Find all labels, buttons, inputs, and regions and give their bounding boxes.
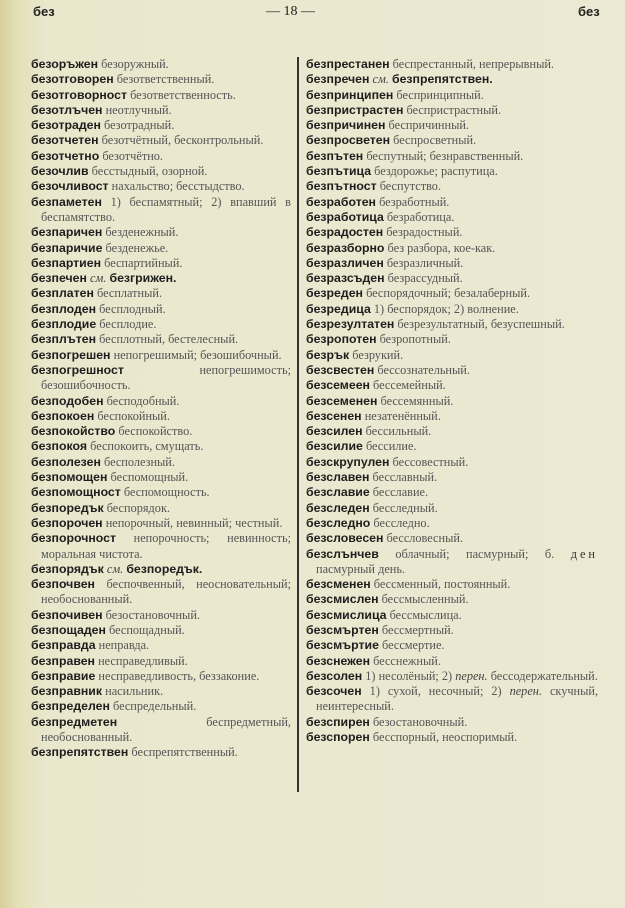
- dictionary-entry: [31, 317, 291, 332]
- translation: насильник.: [105, 684, 164, 699]
- translation: беспорядочный; безалаберный.: [366, 286, 531, 301]
- dictionary-entry: [31, 455, 291, 470]
- translation: безразличный.: [386, 255, 464, 270]
- headword: безплоден: [31, 301, 97, 316]
- dictionary-entry: [306, 149, 598, 164]
- dictionary-entry: [31, 485, 291, 500]
- dictionary-entry: [31, 149, 291, 164]
- dictionary-entry: [31, 271, 291, 286]
- cross-reference: безпоредък.: [126, 561, 203, 576]
- usage-label: перен.: [455, 668, 488, 683]
- translation: бессознательный.: [377, 362, 470, 377]
- headword: безсочен: [306, 684, 362, 699]
- headword: безпречен: [306, 72, 370, 87]
- dictionary-entry: [31, 516, 291, 531]
- dictionary-entry: [31, 669, 291, 684]
- translation: пасмурный день.: [316, 561, 406, 576]
- headword: безпогрешен: [31, 347, 111, 362]
- translation: бесследно.: [373, 515, 430, 530]
- headword: безследно: [306, 515, 371, 530]
- headword: безпристрастен: [306, 102, 404, 117]
- dictionary-entry: [31, 225, 291, 240]
- dictionary-entry: [306, 684, 598, 715]
- dictionary-entry: [306, 394, 598, 409]
- translation: бессловесный.: [386, 531, 464, 546]
- translation: бессмертный.: [381, 622, 454, 637]
- translation: безотчётно.: [102, 148, 163, 163]
- headword: безславие: [306, 485, 370, 500]
- dictionary-entry: [31, 133, 291, 148]
- translation: бесстыдный, озорной.: [91, 164, 208, 179]
- translation: бессменный, постоянный.: [373, 577, 511, 592]
- translation: бесплатный.: [97, 286, 163, 301]
- headword: безработен: [306, 194, 376, 209]
- dictionary-entry: [306, 608, 598, 623]
- translation: бессмертие.: [382, 638, 445, 653]
- usage-label: см.: [90, 271, 107, 286]
- dictionary-entry: [31, 363, 291, 394]
- translation: бессемянный.: [380, 393, 454, 408]
- translation: бессилие.: [365, 439, 417, 454]
- translation: беспомощность.: [123, 485, 210, 500]
- translation: несправедливость, беззаконие.: [98, 668, 260, 683]
- translation: безрукий.: [352, 347, 404, 362]
- translation: беспросветный.: [393, 133, 477, 148]
- dictionary-entry: [306, 516, 598, 531]
- dictionary-entry: [306, 577, 598, 592]
- translation: 1) сухой, несочный; 2): [369, 684, 502, 699]
- dictionary-entry: [31, 57, 291, 72]
- translation: бессильный.: [365, 424, 432, 439]
- translation: нахальство; бесстыдство.: [111, 179, 245, 194]
- dictionary-entry: [31, 241, 291, 256]
- dictionary-entry: [31, 118, 291, 133]
- headword: безропотен: [306, 332, 377, 347]
- headword: безрък: [306, 347, 350, 362]
- headword: безпечен: [31, 271, 87, 286]
- dictionary-entry: [306, 241, 598, 256]
- headword: безотлъчен: [31, 102, 103, 117]
- running-head-right: без: [578, 4, 600, 19]
- headword: безпорочност: [31, 531, 116, 546]
- headword: безсмислен: [306, 592, 379, 607]
- translation: беспомощный.: [110, 470, 189, 485]
- headword: безпомощен: [31, 470, 108, 485]
- dictionary-entry: [306, 317, 598, 332]
- translation: ден: [570, 546, 599, 561]
- translation: бесплотный, бестелесный.: [99, 332, 239, 347]
- dictionary-entry: [31, 562, 291, 577]
- translation: бесподобный.: [106, 393, 180, 408]
- headword: безсилен: [306, 424, 363, 439]
- translation: беспокоить, смущать.: [90, 439, 204, 454]
- dictionary-entry: [306, 256, 598, 271]
- dictionary-entry: [306, 378, 598, 393]
- dictionary-entry: [306, 638, 598, 653]
- dictionary-entry: [306, 409, 598, 424]
- headword: безотговорен: [31, 72, 114, 87]
- translation: беспредметный, необоснованный.: [41, 714, 291, 745]
- headword: безочливост: [31, 179, 109, 194]
- headword: безпощаден: [31, 622, 106, 637]
- page-number: — 18 —: [266, 4, 315, 19]
- headword: безпочвен: [31, 577, 95, 592]
- translation: бездорожье; распутица.: [374, 164, 498, 179]
- dictionary-entry: [31, 409, 291, 424]
- dictionary-entry: [306, 439, 598, 454]
- headword: безсилие: [306, 439, 363, 454]
- usage-label: см.: [106, 561, 124, 576]
- translation: безработный.: [379, 194, 450, 209]
- headword: безпартиен: [31, 255, 102, 270]
- translation: безотчётный, бесконтрольный.: [101, 133, 264, 148]
- dictionary-entry: [306, 195, 598, 210]
- dictionary-entry: [306, 623, 598, 638]
- headword: безпаричен: [31, 225, 103, 240]
- translation: без разбора, кое-как.: [387, 240, 496, 255]
- headword: безпочивен: [31, 607, 103, 622]
- running-head-left: без: [33, 4, 55, 19]
- dictionary-entry: [31, 501, 291, 516]
- headword: безпаричие: [31, 240, 103, 255]
- headword: безредица: [306, 301, 371, 316]
- dictionary-entry: [31, 424, 291, 439]
- dictionary-entry: [306, 424, 598, 439]
- right-column: [306, 57, 598, 745]
- dictionary-entry: [306, 715, 598, 730]
- headword: безотчетен: [31, 133, 99, 148]
- headword: безпредметен: [31, 714, 118, 729]
- translation: бесплодие.: [99, 317, 157, 332]
- translation: бесследный.: [372, 500, 438, 515]
- headword: безправник: [31, 684, 103, 699]
- translation: безрезультатный, безуспешный.: [397, 317, 565, 332]
- translation: безденежье.: [105, 240, 169, 255]
- dictionary-entry: [31, 608, 291, 623]
- headword: безсолен: [306, 668, 363, 683]
- dictionary-entry: [306, 654, 598, 669]
- headword: безполезен: [31, 454, 101, 469]
- left-column: [31, 57, 291, 761]
- headword: безразличен: [306, 255, 384, 270]
- dictionary-entry: [31, 439, 291, 454]
- translation: беспрестанный, непрерывный.: [392, 57, 554, 71]
- translation: непорочный, невинный; честный.: [105, 515, 283, 530]
- column-divider: [297, 57, 299, 792]
- dictionary-entry: [31, 638, 291, 653]
- headword: безсмислица: [306, 607, 387, 622]
- translation: незатенённый.: [364, 408, 441, 423]
- translation: непогрешимый; безошибочный.: [113, 347, 282, 362]
- headword: безсенен: [306, 408, 362, 423]
- dictionary-entry: [306, 455, 598, 470]
- headword: безпаметен: [31, 194, 102, 209]
- dictionary-entry: [306, 302, 598, 317]
- headword: безсмъртие: [306, 638, 379, 653]
- headword: безпокойство: [31, 424, 116, 439]
- dictionary-entry: [306, 103, 598, 118]
- dictionary-entry: [31, 623, 291, 638]
- translation: беспочвенный, неосновательный; необоснованный.: [41, 577, 292, 607]
- headword: безотговорност: [31, 87, 127, 102]
- dictionary-entry: [31, 179, 291, 194]
- headword: безправда: [31, 638, 96, 653]
- dictionary-entry: [31, 164, 291, 179]
- translation: непогрешимость; безошибочность.: [41, 362, 291, 393]
- dictionary-entry: [31, 699, 291, 714]
- headword: безснежен: [306, 653, 371, 668]
- dictionary-entry: [31, 348, 291, 363]
- headword: безскрупулен: [306, 454, 390, 469]
- dictionary-entry: [306, 164, 598, 179]
- translation: беспокойство.: [118, 424, 193, 439]
- translation: беспутство.: [379, 179, 442, 194]
- translation: безропотный.: [379, 332, 451, 347]
- translation: беспринципный.: [396, 87, 484, 102]
- dictionary-entry: [306, 547, 598, 578]
- dictionary-entry: [306, 669, 598, 684]
- dictionary-entry: [306, 730, 598, 745]
- translation: бесславный.: [372, 470, 438, 485]
- headword: безподобен: [31, 393, 104, 408]
- dictionary-entry: [31, 302, 291, 317]
- translation: бессемейный.: [373, 378, 446, 393]
- headword: безслънчев: [306, 546, 379, 561]
- translation: безостановочный.: [105, 607, 200, 622]
- headword: безправен: [31, 653, 95, 668]
- translation: безденежный.: [105, 225, 179, 240]
- translation: бессмысленный.: [381, 592, 469, 607]
- headword: безпокоен: [31, 408, 95, 423]
- translation: беспощадный.: [109, 622, 185, 637]
- headword: безсвестен: [306, 362, 375, 377]
- translation: несправедливый.: [98, 653, 188, 668]
- headword: безпросветен: [306, 133, 391, 148]
- translation: бесспорный, неоспоримый.: [372, 730, 518, 745]
- dictionary-entry: [306, 210, 598, 225]
- dictionary-entry: [306, 531, 598, 546]
- headword: безпорядък: [31, 561, 104, 576]
- headword: безспирен: [306, 714, 370, 729]
- dictionary-entry: [31, 715, 291, 746]
- translation: беспредельный.: [112, 699, 197, 714]
- translation: безоружный.: [101, 57, 169, 71]
- headword: безотчетно: [31, 148, 100, 163]
- headword: безработица: [306, 209, 384, 224]
- headword: безплътен: [31, 332, 97, 347]
- dictionary-entry: [306, 133, 598, 148]
- headword: безрезултатен: [306, 317, 395, 332]
- translation: беспричинный.: [388, 118, 469, 133]
- dictionary-entry: [306, 57, 598, 72]
- translation: неправда.: [98, 638, 150, 653]
- dictionary-entry: [306, 470, 598, 485]
- translation: беспрепятственный.: [131, 745, 238, 760]
- translation: бесснежный.: [373, 653, 441, 668]
- translation: беспорядок.: [106, 500, 170, 515]
- headword: безплодие: [31, 317, 97, 332]
- translation: беспутный; безнравственный.: [366, 148, 524, 163]
- dictionary-entry: [31, 394, 291, 409]
- headword: безпоредък: [31, 500, 104, 515]
- translation: 1) несолёный; 2): [365, 668, 453, 683]
- headword: безследен: [306, 500, 370, 515]
- dictionary-entry: [306, 179, 598, 194]
- dictionary-entry: [306, 286, 598, 301]
- headword: безпорочен: [31, 515, 103, 530]
- cross-reference: безгрижен.: [109, 271, 177, 286]
- dictionary-entry: [306, 501, 598, 516]
- translation: 1) беспорядок; 2) волнение.: [373, 301, 519, 316]
- headword: безсловесен: [306, 531, 384, 546]
- translation: безрадостный.: [386, 225, 463, 240]
- dictionary-entry: [306, 348, 598, 363]
- dictionary-entry: [306, 88, 598, 103]
- headword: безреден: [306, 286, 363, 301]
- dictionary-entry: [306, 118, 598, 133]
- dictionary-entry: [31, 745, 291, 760]
- cross-reference: безпрепятствен.: [391, 72, 493, 87]
- headword: безочлив: [31, 164, 89, 179]
- headword: безправие: [31, 668, 96, 683]
- headword: безоръжен: [31, 57, 99, 71]
- dictionary-entry: [306, 225, 598, 240]
- headword: безпринципен: [306, 87, 394, 102]
- dictionary-entry: [31, 531, 291, 562]
- translation: безработица.: [386, 209, 455, 224]
- translation: беспокойный.: [97, 408, 170, 423]
- translation: безответственный.: [116, 72, 215, 87]
- dictionary-entry: [306, 271, 598, 286]
- headword: безпрепятствен: [31, 745, 129, 760]
- translation: скучный, неинтересный.: [316, 684, 599, 714]
- dictionary-entry: [31, 88, 291, 103]
- translation: бесполезный.: [103, 454, 175, 469]
- translation: облачный; пасмурный; б.: [395, 546, 555, 561]
- dictionary-entry: [31, 286, 291, 301]
- headword: безпътност: [306, 179, 377, 194]
- dictionary-entry: [306, 332, 598, 347]
- dictionary-entry: [31, 256, 291, 271]
- dictionary-entry: [306, 485, 598, 500]
- headword: безсеменен: [306, 393, 378, 408]
- translation: неотлучный.: [105, 102, 172, 117]
- dictionary-entry: [31, 684, 291, 699]
- headword: безпрестанен: [306, 57, 390, 71]
- translation: беспартийный.: [104, 255, 183, 270]
- headword: безпределен: [31, 699, 110, 714]
- translation: непорочность; невинность; моральная чистота.: [41, 531, 292, 561]
- dictionary-entry: [306, 72, 598, 87]
- headword: безпомощност: [31, 485, 121, 500]
- dictionary-entry: [306, 592, 598, 607]
- translation: бесплодный.: [99, 301, 166, 316]
- translation: безответственность.: [130, 87, 236, 102]
- headword: безпътен: [306, 148, 364, 163]
- headword: безрадостен: [306, 225, 384, 240]
- dictionary-entry: [31, 195, 291, 226]
- translation: бессовестный.: [392, 454, 469, 469]
- translation: безрассудный.: [387, 271, 463, 286]
- headword: безспорен: [306, 730, 370, 745]
- headword: безпокоя: [31, 439, 88, 454]
- headword: безсмъртен: [306, 622, 379, 637]
- headword: безотраден: [31, 118, 101, 133]
- headword: безпогрешност: [31, 362, 124, 377]
- headword: безсменен: [306, 577, 371, 592]
- usage-label: см.: [372, 72, 389, 87]
- dictionary-entry: [31, 332, 291, 347]
- dictionary-entry: [31, 470, 291, 485]
- dictionary-entry: [31, 654, 291, 669]
- translation: бесславие.: [372, 485, 429, 500]
- translation: бессмыслица.: [389, 607, 462, 622]
- headword: безразсъден: [306, 271, 385, 286]
- translation: 1) беспамятный; 2) впавший в беспамятство.: [41, 194, 291, 224]
- headword: безпричинен: [306, 118, 386, 133]
- headword: безславен: [306, 470, 370, 485]
- headword: безпътица: [306, 164, 372, 179]
- headword: безсемеен: [306, 378, 370, 393]
- translation: бессодержательный.: [490, 668, 598, 683]
- translation: безостановочный.: [372, 714, 468, 729]
- dictionary-entry: [306, 363, 598, 378]
- dictionary-entry: [31, 577, 291, 608]
- translation: беспристрастный.: [406, 102, 502, 117]
- headword: безразборно: [306, 240, 385, 255]
- translation: безотрадный.: [103, 118, 175, 133]
- headword: безплатен: [31, 286, 94, 301]
- usage-label: перен.: [509, 684, 542, 699]
- dictionary-entry: [31, 103, 291, 118]
- dictionary-entry: [31, 72, 291, 87]
